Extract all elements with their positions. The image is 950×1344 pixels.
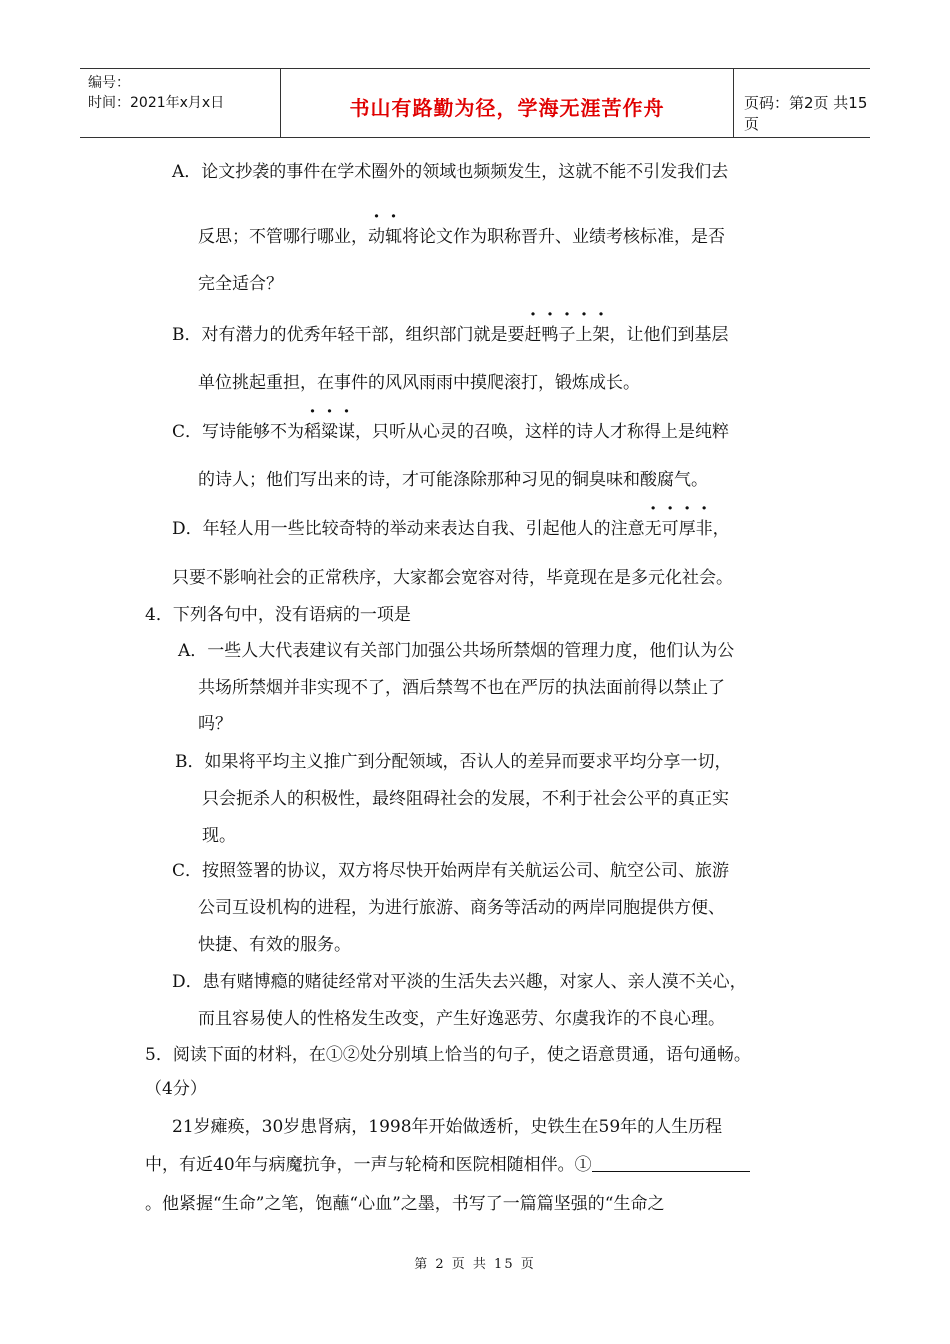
q4-option-c-line1: C．按照签署的协议，双方将尽快开始两岸有关航运公司、航空公司、旅游	[172, 861, 730, 881]
q3-option-c-line1: C．写诗能够不为稻粱谋，只听从心灵的召唤，这样的诗人才称得上是纯粹	[172, 422, 730, 442]
page-label: 页码：第2页 共15页	[744, 94, 868, 133]
q5-passage-line3: 。他紧握“生命”之笔，饱蘸“心血”之墨，书写了一篇篇坚强的“生命之	[145, 1194, 665, 1214]
emphasis-char: 子	[558, 325, 576, 345]
emphasis-char: 动	[368, 227, 385, 247]
q4-option-c-line2: 公司互设机构的进程，为进行旅游、商务等活动的两岸同胞提供方便、	[198, 898, 725, 918]
emphasis-char: 鸭	[541, 325, 559, 345]
q5-passage-line1: 21岁瘫痪，30岁患肾病，1998年开始做透析，史铁生在59年的人生历程	[172, 1117, 723, 1137]
page-header	[80, 68, 870, 138]
q4-option-d-line2: 而且容易使人的性格发生改变，产生好逸恶劳、尔虞我诈的不良心理。	[198, 1009, 725, 1029]
emphasis-char: 无	[644, 519, 662, 539]
answer-blank-1[interactable]	[592, 1155, 750, 1172]
q4-option-a-line1: A．一些人大代表建议有关部门加强公共场所禁烟的管理力度，他们认为公	[178, 641, 735, 661]
q3-option-b-line2: 单位挑起重担，在事件的风风雨雨中摸爬滚打，锻炼成长。	[198, 373, 640, 393]
emphasis-char: 辄	[385, 227, 402, 247]
q4-option-c-line3: 快捷、有效的服务。	[198, 935, 351, 955]
header-motto-cell	[280, 69, 734, 137]
page-footer: 第 2 页 共 15 页	[414, 1257, 536, 1272]
emphasis-char: 架	[592, 325, 610, 345]
q5-passage-line2: 中，有近40年与病魔抗争，一声与轮椅和医院相随相伴。①	[145, 1153, 750, 1177]
number-label: 编号：	[88, 75, 130, 91]
q3-option-a-line1: A．论文抄袭的事件在学术圈外的领域也频频发生，这就不能不引发我们去	[172, 162, 729, 182]
q4-option-b-line1: B．如果将平均主义推广到分配领域，否认人的差异而要求平均分享一切，	[175, 752, 732, 772]
emphasis-char: 稻	[304, 422, 322, 442]
q4-option-b-line3: 现。	[202, 826, 236, 846]
q3-option-d-line1: D．年轻人用一些比较奇特的举动来表达自我、引起他人的注意无可厚非，	[172, 519, 730, 539]
q5-stem: 5．阅读下面的材料，在①②处分别填上恰当的句子，使之语意贯通，语句通畅。	[145, 1045, 751, 1065]
time-label: 时间：2021年x月x日	[88, 95, 225, 111]
motto: 书山有路勤为径，学海无涯苦作舟	[349, 96, 665, 120]
q3-option-a-line3: 完全适合？	[198, 274, 283, 294]
q3-option-b-line1: B．对有潜力的优秀年轻干部，组织部门就是要赶鸭子上架，让他们到基层	[172, 325, 729, 345]
q3-option-c-line2: 的诗人；他们写出来的诗，才可能涤除那种习见的铜臭味和酸腐气。	[198, 470, 708, 490]
emphasis-char: 上	[575, 325, 593, 345]
q3-option-a-line2: 反思；不管哪行哪业，动辄将论文作为职称晋升、业绩考核标准，是否	[198, 227, 725, 247]
emphasis-char: 可	[661, 519, 679, 539]
q4-option-b-line2: 只会扼杀人的积极性，最终阻碍社会的发展，不利于社会公平的真正实	[202, 789, 729, 809]
q3-option-d-line2: 只要不影响社会的正常秩序，大家都会宽容对待，毕竟现在是多元化社会。	[172, 568, 733, 588]
emphasis-char: 谋	[338, 422, 356, 442]
header-meta	[80, 69, 280, 137]
q4-stem: 4．下列各句中，没有语病的一项是	[145, 605, 411, 625]
emphasis-char: 粱	[321, 422, 339, 442]
q5-score: （4分）	[145, 1079, 207, 1099]
q4-option-a-line2: 共场所禁烟并非实现不了，酒后禁驾不也在严厉的执法面前得以禁止了	[198, 678, 725, 698]
q4-option-a-line3: 吗？	[198, 714, 232, 734]
emphasis-char: 非	[695, 519, 713, 539]
q4-option-d-line1: D．患有赌博瘾的赌徒经常对平淡的生活失去兴趣，对家人、亲人漠不关心，	[172, 972, 747, 992]
emphasis-char: 赶	[524, 325, 542, 345]
emphasis-char: 厚	[678, 519, 696, 539]
